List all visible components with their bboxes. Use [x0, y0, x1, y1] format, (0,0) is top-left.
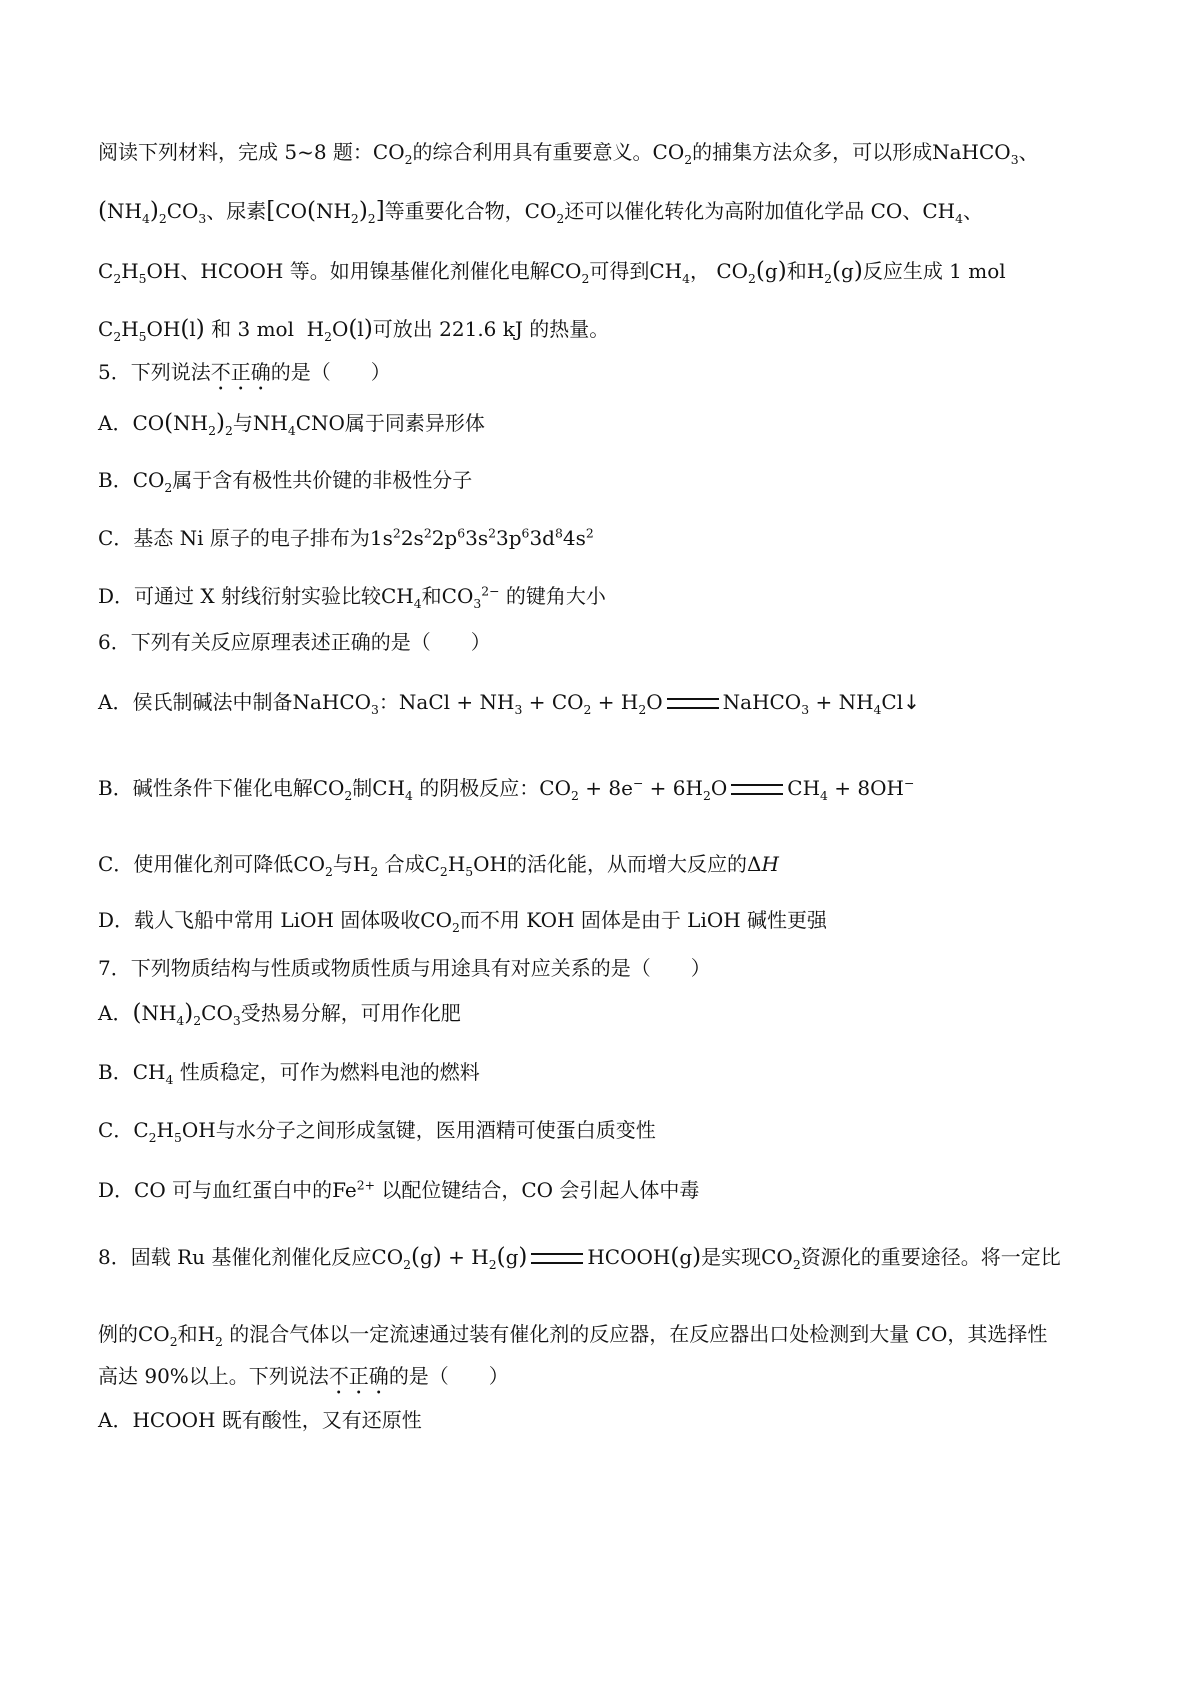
q5-option-d: D．可通过 X 射线衍射实验比较$CH_4$和$CO_3^{2-}$ 的键角大小	[98, 583, 606, 611]
q5-option-b: B．$CO_2$属于含有极性共价键的非极性分子	[98, 468, 473, 495]
q7-option-a: A．$(NH_4)_2CO_3$受热易分解，可用作化肥	[98, 1000, 461, 1028]
q8-stem-line-2: 例的$CO_2$和$H_2$ 的混合气体以一定流速通过装有催化剂的反应器，在反应器出口处检测到大量 CO，其选择性	[98, 1322, 1048, 1349]
q8-stem-line-3: 高达 90%以上。下列说法不正确的是（ ）	[98, 1364, 509, 1388]
q5-option-c: C．基态 Ni 原子的电子排布为$1s^22s^22p^63s^23p^63d^84s^2$	[98, 525, 594, 550]
q7-option-d: D．CO 可与血红蛋白中的$Fe^{2+}$ 以配位键结合，CO 会引起人体中毒	[98, 1177, 700, 1202]
q6-option-d: D．载人飞船中常用 LiOH 固体吸收$CO_2$而不用 KOH 固体是由于 LiOH 碱性更强	[98, 908, 828, 935]
q7-option-c: C．$C_2H_5OH$与水分子之间形成氢键，医用酒精可使蛋白质变性	[98, 1118, 656, 1145]
material-line-4: $C_2H_5OH(l)$ 和 3 mol $H_2O(l)$可放出 221.6 kJ 的热量。	[98, 316, 610, 344]
q8-stem-line-1: 8．固载 Ru 基催化剂催化反应$CO_2(g) + H_2(g)$ HCOOH(g)是实现$CO_2$资源化的重要途径。将一定比	[98, 1244, 1061, 1272]
q5-option-a: A．$CO(NH_2)_2$与$NH_4CNO$属于同素异形体	[98, 410, 485, 438]
q6-option-c: C．使用催化剂可降低$CO_2$与$H_2$ 合成$C_2H_5OH$的活化能，从而增大反应的ΔH	[98, 852, 779, 879]
q6-stem: 6．下列有关反应原理表述正确的是（ ）	[98, 630, 491, 654]
q6-option-a: A．侯氏制碱法中制备NaHCO$_3$：NaCl + $NH_3 + CO_2 + H_2O$ NaHCO$_3$ + $NH_4Cl↓$	[98, 690, 920, 717]
q7-option-b: B．$CH_4$ 性质稳定，可作为燃料电池的燃料	[98, 1060, 480, 1087]
q5-stem: 5．下列说法不正确的是（ ）	[98, 360, 391, 384]
q6-option-b: B．碱性条件下催化电解$CO_2$制$CH_4$ 的阴极反应：$CO_2 + 8e^- + 6H_2O$ $CH_4 + 8OH^-$	[98, 775, 915, 803]
material-line-3: $C_2H_5OH$、HCOOH 等。如用镍基催化剂催化电解$CO_2$可得到$CH_4$， $CO_2(g)$和$H_2(g)$反应生成 1 mol	[98, 258, 1006, 286]
q7-stem: 7．下列物质结构与性质或物质性质与用途具有对应关系的是（ ）	[98, 956, 711, 980]
material-line-1: 阅读下列材料，完成 5~8 题：$CO_2$的综合利用具有重要意义。$CO_2$的捕集方法众多，可以形成NaHCO$_3$、	[98, 140, 1039, 167]
q8-option-a: A．HCOOH 既有酸性，又有还原性	[98, 1408, 422, 1432]
material-line-2: $(NH_4)_2CO_3$、尿素$[CO(NH_2)_2]$等重要化合物，$CO_2$还可以催化转化为高附加值化学品 CO、$CH_4$、	[98, 198, 983, 226]
